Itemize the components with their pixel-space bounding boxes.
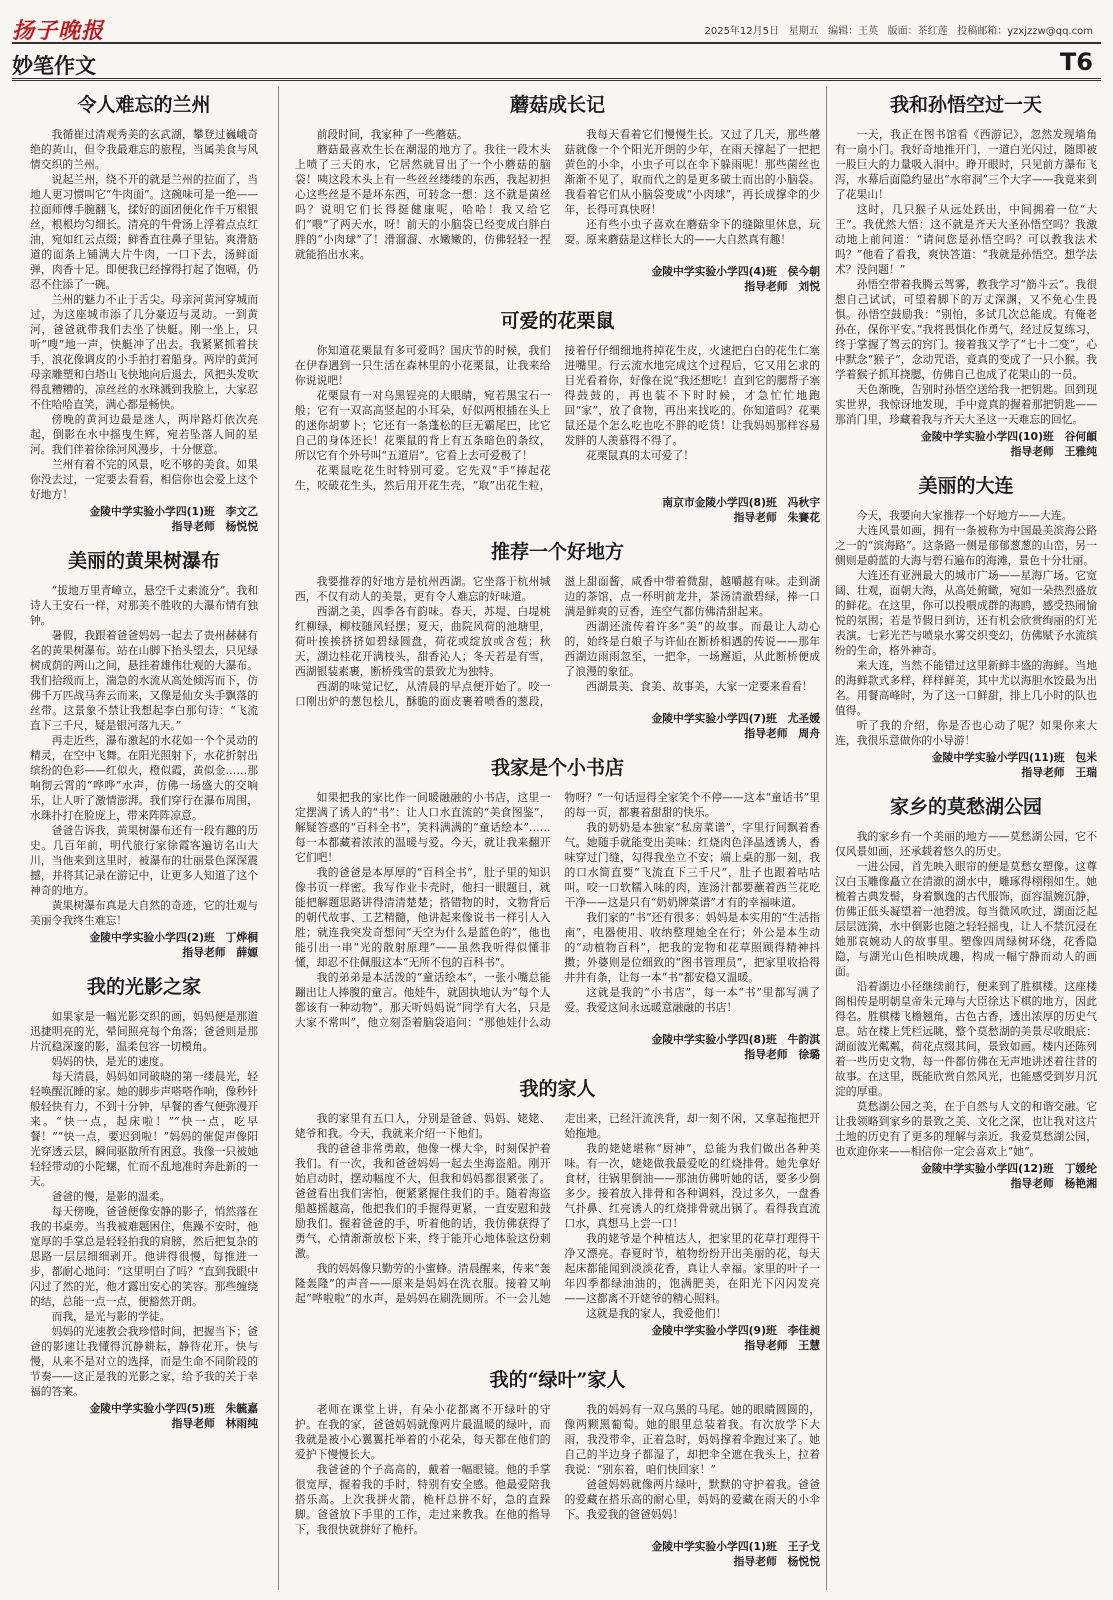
- article-paragraph: 爸爸妈妈就像两片绿叶，默默的守护着我。爸爸的爱藏在搭乐高的耐心里，妈妈的爱藏在雨天的小伞下。我爱我的爸爸妈妈！: [564, 1478, 820, 1521]
- article-body: [30, 1009, 258, 1399]
- article-paragraph: 来大连，当然不能错过这里新鲜丰盛的海鲜。当地的海鲜款式多样，样样鲜美，其中尤以海胆水饺最为出名。用餐高峰时，为了这一口鲜甜，排上几小时的队也值得。: [835, 659, 1097, 717]
- article-title: 蘑菇成长记: [509, 94, 605, 116]
- article-paragraph: 一天，我正在图书馆看《西游记》，忽然发现墙角有一扇小门。我好奇地推开门，一道白光闪过，随即被一股巨大的力量吸入洞中。睁开眼时，只见前方瀑布飞泻，水幕后面隐约显出“水帘洞”三个大字——我竟来到了花果山！: [835, 128, 1097, 201]
- article-paragraph: 我的爸爸是本厚厚的“百科全书”，肚子里的知识像书页一样密。我写作业卡壳时，他扫一眼题目，就能把解题思路讲得清清楚楚；搭错物的时，文物背后的朝代故事、工艺精髓，他讲起来像说书一样引人入胜；就连我突发奇想问“天空为什么是蓝色的”，他也能引出一串“光的散射原理”——虽然我听得似懂非懂，却忍不住佩服这本“无所不包的百科书”。: [295, 866, 551, 969]
- article-paragraph: 花栗鼠真的太可爱了！: [586, 449, 695, 462]
- article-title: 可爱的花栗鼠: [500, 310, 615, 332]
- section-header: [12, 46, 1101, 81]
- author-school: 金陵中学实验小学四(12)班 丁媛纶: [920, 1162, 1097, 1175]
- article-paragraph: 妈妈的光速教会我珍惜时间，把握当下；爸爸的影速让我懂得沉静耕耘，静待花开。快与慢，从来不是对立的选择，而是生命不同阶段的节奏——这正是我的光影之家，给予我的关于幸福的答案。: [30, 1325, 258, 1398]
- column-left: [30, 86, 258, 1592]
- article-paragraph: 我要推荐的好地方是杭州西湖。它坐落于杭州城西，不仅有动人的美景，更有令人难忘的好味道。: [295, 575, 551, 603]
- article-paragraph: 而我，是光与影的学徒。: [51, 1310, 171, 1323]
- article-paragraph: 暑假，我跟着爸爸妈妈一起去了贵州赫赫有名的黄果树瀑布。站在山脚下抬头望去，只见绿树成荫的两山之间，悬挂着雄伟壮观的大瀑布。我们拾级而上，湍急的水流从高处倾泻而下，仿佛千万匹战马奔云而来，又像是仙女头手飘落的丝带。这景象不禁让我想起李白那句诗：“飞流直下三千尺，疑是银河落九天。”: [30, 629, 258, 732]
- article-byline: [835, 750, 1097, 780]
- article-paragraph: 我循崔过清观秀美的玄武湖，攀登过巍峨奇绝的黄山，但令我最难忘的旅程，当属美食与风情交织的兰州。: [30, 128, 258, 171]
- instructor: 指导老师 徐璐: [744, 1048, 820, 1061]
- article-byline: [295, 1323, 820, 1353]
- article-paragraph: 我的妈妈像只勤劳的小蜜蜂。清晨醒来，传来“轰隆轰隆”的声音——原来是妈妈在洗衣服。接着又响起“哗啦啦”的水声，是妈妈在刷洗厕所。不一会儿她走出来，已经汗流浃背，却一刻不闲，又拿起拖把开始拖地。: [295, 1112, 820, 1305]
- author-school: 金陵中学实验小学四(8)班 牛韵淇: [651, 1033, 820, 1046]
- article-paragraph: 我的姥爷是个种植达人，把家里的花草打理得干净又漂亮。春夏时节，植物纷纷开出美丽的花，每天起床都能闻到淡淡花香，真让人幸福。家里的叶子一年四季都绿油油的，饱满肥美，在阳光下闪闪发亮——这都离不开姥爷的精心照料。: [564, 1232, 820, 1305]
- article-paragraph: 我每天看着它们慢慢生长。又过了几天，那些蘑菇就像一个个阳光开朗的少年，在雨天撑起了一把把黄色的小伞，小虫子可以在伞下躲雨呢！那些菌丝也渐渐不见了，取而代之的是更多破土而出的小脑袋。我看着它们从小脑袋变成“小肉球”，再长成撑伞的少年，长得可真快呀！: [564, 128, 820, 216]
- article-paragraph: 说起兰州，绕不开的就是兰州的拉面了，当地人更习惯叫它“牛肉面”。这碗味可是一绝——拉面师傅手腕翻飞，揉好的面团便化作千万根银丝，根根均匀细长。清亮的牛骨汤上浮着点点红油，宛如红云点缀；鲜香直往鼻子里钻。爽滑筋道的面条上铺满大片牛肉，一口下去，汤鲜面弹，肉香十足。即便我已经撑得打起了饱嗝，仍忍不住添了一碗。: [30, 173, 258, 291]
- article-paragraph: 我的奶奶是本独家“私房菜谱”，字里行间飘着香气。她随手就能变出美味：红烧肉色泽晶透诱人，香味穿过门缝，勾得我坐立不安；端上桌的那一刻，我的口水简直要“飞流直下三千尺”，肚子也跟着咕咕叫。咬一口软糯入味的肉，连汤汁都要蘸着西兰花吃干净——这是只有“奶奶牌菜谱”才有的幸福味道。: [564, 821, 820, 909]
- column-right: [835, 86, 1097, 1592]
- article-paragraph: 傍晚的黄河边最是迷人，两岸路灯依次亮起，倒影在水中摇曳生辉，宛若坠落人间的星河。我们伴着徐徐河风漫步，十分惬意。: [30, 413, 258, 456]
- article: [295, 537, 820, 741]
- issue-date: 2025年12月5日: [704, 26, 780, 37]
- article-paragraph: 这就是我的“小书店”，每一本“书”里都写满了爱。我爱这间永远暖意融融的书店！: [564, 986, 820, 1014]
- article-paragraph: 爸爸告诉我，黄果树瀑布还有一段有趣的历史。几百年前，明代旅行家徐霞客遍访名山大川，当他来到这里时，被瀑布的壮丽景色深深震撼，并将其记录在游记中，让更多人知道了这个神奇的地方。: [30, 824, 258, 897]
- instructor: 指导老师 薛嫄: [182, 946, 258, 959]
- article-paragraph: 今天，我要向大家推荐一个好地方——大连。: [856, 509, 1073, 522]
- article-body: [30, 583, 258, 928]
- article-paragraph: 沿着湖边小径继续前行，便来到了胜棋楼。这座楼阁相传是明朝皇帝朱元璋与大臣徐达下棋的地方，因此得名。胜棋楼飞檐翘角，古色古香，透出浓厚的历史气息。站在楼上凭栏远眺，整个莫愁湖的美景尽收眼底：湖面波光粼粼，荷花点缀其间，景致如画。楼内还陈列着一些历史文物，每一件都仿佛在无声地讲述着往昔的故事。在这里，既能欣赏自然风光，也能感受到岁月沉淀的厚重。: [835, 980, 1097, 1098]
- article-byline: [295, 264, 820, 294]
- author-school: 金陵中学实验小学四(5)班 朱毓嘉: [89, 1402, 258, 1415]
- article-paragraph: 这就是我的家人，我爱他们！: [586, 1307, 727, 1320]
- article-byline: [295, 711, 820, 741]
- article-body: [295, 343, 820, 493]
- issue-email: 投稿邮箱：yzxjzzw@qq.com: [957, 26, 1093, 37]
- page-number: T6: [1059, 48, 1093, 76]
- article-paragraph: 孙悟空带着我腾云驾雾，教我学习“筋斗云”。我很想自己试试，可望着脚下的万丈深渊，又不免心生畏惧。孙悟空鼓励我：“别怕，多试几次总能成。有俺老孙在，保你平安。”我将畏惧化作勇气，经过反复练习，终于掌握了驾云的窍门。接着我又学了“七十二变”，心中默念“猴子”，念动咒语，竟真的变成了一只小猴。我学着猴子抓耳挠腮，仿佛自己也成了花果山的一员。: [835, 278, 1097, 381]
- article-paragraph: 你知道花栗鼠有多可爱吗？国庆节的时候，我们在伊春遇到一只生活在森林里的小花栗鼠，让我来给你说说吧！: [295, 344, 551, 387]
- article: [295, 753, 820, 1062]
- article-paragraph: 西湖之美，四季各有韵味。春天，苏堤、白堤桃红柳绿，柳枝随风轻摆；夏天，曲院风荷的池塘里，荷叶挨挨挤挤如碧绿圆盘，荷花或绽放或含苞；秋天，湖边桂花开满枝头，甜香沁人；冬天若是有雪，西湖银装素裹，断桥残雪的景致尤为独特。: [295, 605, 551, 678]
- article-byline: [295, 1032, 820, 1062]
- article-paragraph: 再走近些，瀑布激起的水花如一个个灵动的精灵，在空中飞舞。在阳光照射下，水花折射出缤纷的色彩——红似火，橙似霞，黄似金……那响彻云霄的“哗哗”水声，仿佛一场盛大的交响乐，让人听了激情澎湃。我们穿行在瀑布周围，水珠扑打在脸庞上，带来阵阵凉意。: [30, 734, 258, 822]
- article-paragraph: 妈妈的快，是光的速度。: [51, 1055, 171, 1068]
- article-byline: [30, 930, 258, 960]
- article-paragraph: 兰州有着不完的风景，吃不够的美食。如果你没去过，一定要去看看，相信你也会爱上这个好地方！: [30, 458, 258, 501]
- instructor: 指导老师 王雅纯: [1010, 445, 1097, 458]
- article: [295, 90, 820, 294]
- article-paragraph: 我的家乡有一个美丽的地方——莫愁湖公园，它不仅风景如画，还承载着悠久的历史。: [835, 830, 1097, 858]
- instructor: 指导老师 杨悦悦: [171, 520, 258, 533]
- article-title: 推荐一个好地方: [490, 541, 624, 563]
- article-paragraph: 我爸爸的个子高高的，戴着一幅眼镜。他的手掌很宽厚，握着我的手时，特别有安全感。他最爱陪我搭乐高。上次我拼火箭，桅杆总拼不好，急的直跺脚。爸爸放下手里的工作，走过来教我。在他的指导下，我很快就拼好了桅杆。: [295, 1463, 551, 1536]
- article-title: 令人难忘的兰州: [77, 94, 211, 116]
- author-school: 金陵中学实验小学四(7)班 尤圣媛: [651, 712, 820, 725]
- article-body: [835, 127, 1097, 427]
- article-body: [835, 508, 1097, 748]
- article: [295, 1074, 820, 1353]
- issue-editor: 编辑：王英: [828, 26, 879, 37]
- article-body: [295, 1111, 820, 1321]
- article: [835, 90, 1097, 459]
- article-byline: [295, 1539, 820, 1569]
- article-paragraph: 老师在课堂上讲，有朵小花都离不开绿叶的守护。在我的家，爸爸妈妈就像两片最温暖的绿叶，而我就是被小心翼翼托举着的小花朵，每天都在他们的爱护下慢慢长大。: [295, 1403, 551, 1461]
- article-paragraph: “拔地万里青嶂立，悬空千丈素流分”。我和诗人王安石一样，对那美不胜收的大瀑布情有独钟。: [30, 584, 258, 627]
- instructor: 指导老师 杨悦悦: [733, 1555, 820, 1568]
- article-paragraph: 如果把我的家比作一间暖融融的小书店，这里一定摆满了诱人的“书”：让人口水直流的“美食图鉴”，解疑答惑的“百科全书”，笑料满满的“童话绘本”……每一本都藏着浓浓的温暖与爱。今天，就让我来翻开它们吧！: [295, 791, 551, 864]
- article-paragraph: 我们家的“书”还有很多：妈妈是本实用的“生活指南”，电器使用、收纳整理她全在行；外公是本生动的“动植物百科”，把我的宠物和花草照顾得精神抖擞；外婆则是位细致的“图书管理员”，把家里收拾得井井有条，让每一本“书”都安稳又温暖。: [564, 911, 820, 984]
- article-paragraph: 我的姥姥堪称“厨神”，总能为我们做出各种美味。有一次，姥姥做我最爱吃的红烧排骨。她先拿好食材，往锅里倒油——那油仿佛听她的话，要多少倒多少。接着放入排骨和各种调料，没过多久，一盘香气扑鼻、红亮诱人的红烧排骨就出锅了。看得我直流口水，真想马上尝一口！: [564, 1142, 820, 1230]
- article-paragraph: 前段时间，我家种了一些蘑菇。: [316, 128, 468, 141]
- article-title: 我和孙悟空过一天: [889, 94, 1042, 116]
- article-byline: [835, 1161, 1097, 1191]
- article-title: 我的光影之家: [86, 976, 201, 998]
- author-school: 金陵中学实验小学四(1)班 王子戈: [651, 1540, 820, 1553]
- instructor: 指导老师 王慧: [744, 1339, 820, 1352]
- instructor: 指导老师 杨艳湘: [1010, 1177, 1097, 1190]
- article-paragraph: 这时，几只猴子从远处跃出，中间拥着一位“大王”。我优然大悟：这不就是齐天大圣孙悟空吗？我激动地上前问道：“请问您是孙悟空吗？可以教我法术吗？”他看了看我，爽快答道：“我就是孙悟空。想学法术？没问题！”: [835, 203, 1097, 276]
- author-school: 金陵中学实验小学四(10)班 谷何頔: [920, 430, 1097, 443]
- column-divider: [826, 86, 827, 1590]
- instructor: 指导老师 林雨纯: [171, 1417, 258, 1430]
- article-byline: [30, 1401, 258, 1431]
- instructor: 指导老师 朱賽花: [733, 511, 820, 524]
- issue-meta: [704, 22, 1093, 37]
- article-title: 我的“绿叶”家人: [489, 1369, 626, 1391]
- column-middle: [295, 86, 820, 1592]
- author-school: 金陵中学实验小学四(1)班 李文乙: [89, 505, 258, 518]
- article-paragraph: 西湖景美、食美、故事美，大家一定要来看看！: [586, 680, 813, 693]
- article-paragraph: 如果家是一幅光影交织的画，妈妈便是那道迅捷明亮的光，晕间照亮每个角落；爸爸则是那片沉稳深邃的影，温柔包容一切模角。: [30, 1010, 258, 1053]
- article-paragraph: 天色渐晚，告别时孙悟空送给我一把钥匙。回到现实世界，我惊讶地发现，手中竟真的握着那把钥匙——那消门里，珍藏着我与齐天大圣这一天难忘的回忆。: [835, 383, 1097, 426]
- article-paragraph: 莫愁湖公园之美，在于自然与人文的和谐交融。它让我领略到家乡的景致之美、文化之深，也让我对这片土地的历史有了更多的理解与亲近。我爱莫愁湖公园，也欢迎你来——相信你一定会喜欢上“她”。: [835, 1100, 1097, 1158]
- article-title: 美丽的大连: [918, 475, 1014, 497]
- article: [295, 306, 820, 525]
- article-body: [295, 127, 820, 262]
- article: [295, 1365, 820, 1569]
- issue-layout: 版面：茶红莲: [887, 26, 948, 37]
- article-paragraph: 我的弟弟是本活泼的“童话绘本”，一张小嘴总能蹦出让人捧腹的童言。他娃牛，就固执地认为“每个人都该有一种动物”。那天听妈妈说“同学有大名，只是大家不常叫”，他立刻歪着脑袋追问：“那他娃什么动物呀？”一句话逗得全家笑个不停——这本“童话书”里的每一页，都裹着甜甜的快乐。: [295, 791, 820, 1029]
- article: [30, 90, 258, 534]
- article-paragraph: 花栗鼠有一对乌黑锃亮的大眼睛，宛若黑宝石一般；它有一双高高竖起的小耳朵，好似两根插在头上的迷你胡萝卜；它还有一条蓬松的巨无霸尾巴，比它自己的身体还长！花栗鼠的背上有五条暗色的条纹，所以它有个外号叫“五道眉”。它看上去可爱极了！: [295, 389, 551, 462]
- instructor: 指导老师 王瑞: [1021, 766, 1097, 779]
- article-paragraph: 我的妈妈有一双乌黑的马尾。她的眼睛圆圆的，像两颗黑葡萄。她的眼里总装着我。有次放学下大雨，我没带伞，正着急时，妈妈撑着伞跑过来了。她自己的半边身子都湿了，却把伞全遮在我头上，拉着我说：“别东着，咱们快回家！”: [564, 1403, 820, 1476]
- article-paragraph: 花栗鼠吃花生时特别可爱。它先双“手”捧起花生，咬破花生头，然后用开花生壳，“取”出花生粒，接着仔仔细细地将掉花生皮，火速把白白的花生仁塞进嘴里。行云流水地完成这个过程后，它又用乞求的目光看着你，好像在说“我还想吃！直到它的腮帮子塞得鼓鼓的，再也装不下时时候，才急忙忙地跑回“家”，放了食物，再出来找吃的。你知道吗？花栗鼠还是个怎么吃也吃不胖的吃货！让我妈妈那样容易发胖的人羡慕得不得了。: [295, 344, 820, 492]
- article-paragraph: 大连还有亚洲最大的城市广场——星海广场。它宽阔、壮观，面朝大海，从高处俯瞰，宛如一朵热烈盛放的鲜花。在这里，你可以投喂成群的海鸥，感受热闹愉悦的氛围；若是节假日到访，还有机会欣赏绚丽的灯光表演。七彩光芒与喷泉水雾交织变幻，仿佛赋予水流缤纷的生命，格外神奇。: [835, 569, 1097, 657]
- article-paragraph: 西湖的味觉记忆，从清晨的早点便开始了。咬一口刚出炉的葱包桧儿，酥脆的面皮裹着喷香的葱段，滋上甜面酱，咸香中带着微甜，越嚼越有味。走到湖边的茶馆，点一杯明前龙井，茶汤清澈碧绿，捧一口满是鲜爽的豆香，连空气都仿佛清甜起来。: [295, 575, 820, 708]
- article-paragraph: 每天清晨，妈妈如同破晓的第一缕晨光，轻轻唤醒沉睡的家。她的脚步声嗒嗒作响，像秒针般轻快有力，不到十分钟，早餐的香气便弥漫开来。“快一点，起床啦！”“快一点，吃早餐！”“快一点，要迟到啦！”妈妈的催促声像阳光穿透云层，瞬间驱散所有困意。我像一只被她轻轻带动的小陀螺，忙而不乱地准时奔赴新的一天。: [30, 1070, 258, 1188]
- article-body: [295, 574, 820, 709]
- masthead: [12, 14, 1101, 44]
- article-body: [295, 1402, 820, 1537]
- issue-weekday: 星期五: [788, 26, 819, 37]
- instructor: 指导老师 刘悦: [744, 280, 820, 293]
- section-title: 妙笔作文: [12, 53, 96, 78]
- author-school: 金陵中学实验小学四(11)班 包米: [931, 751, 1097, 764]
- article-title: 美丽的黄果树瀑布: [67, 550, 220, 572]
- article-paragraph: 一进公园，首先映入眼帘的便是莫愁女塑像。这尊汉白玉雕像矗立在清澈的湖水中，雕琢得栩栩如生。她梳着古典发髻，身着飘逸的古代服饰，面容温婉沉静，仿佛正低头凝望着一池碧波。每当微风吹过，湖面泛起层层涟漪，水中倒影也随之轻轻摇曳，让人不禁沉浸在她那哀婉动人的故事里。塑像四周绿树环绕，花香隐隐，与湖光山色相映成趣，构成一幅宁静而动人的画面。: [835, 860, 1097, 978]
- article: [835, 792, 1097, 1191]
- article-body: [835, 829, 1097, 1159]
- article-paragraph: 爸爸的慢，是影的温柔。: [51, 1190, 171, 1203]
- article: [835, 471, 1097, 780]
- article: [30, 972, 258, 1431]
- article-title: 我家是个小书店: [490, 757, 624, 779]
- article-title: 我的家人: [519, 1078, 596, 1100]
- article-paragraph: 蘑菇最喜欢生长在潮湿的地方了。我往一段木头上喷了三天的水，它居然就冒出了一个小蘑菇的脑袋！咦这段木头上有一些丝丝缕缕的东西，我起初担心这些丝是不是坏东西，可转念一想：这不就是菌丝吗？说明它们长得挺健康呢，哈哈！我又给它们“喂”了两天水，呀！前天的小脑袋已经变成白胖白胖的“小肉球”了！滑溜溜、水嫩嫩的，仿佛轻轻一捏就能掐出水来。: [295, 143, 551, 261]
- author-school: 金陵中学实验小学四(4)班 侯今朝: [651, 265, 820, 278]
- article-paragraph: 听了我的介绍，你是否也心动了呢？如果你来大连，我很乐意做你的小导游！: [835, 719, 1097, 747]
- article-paragraph: 我的爸爸非常勇敢，他像一棵大伞，时刻保护着我们。有一次，我和爸爸妈妈一起去坐海盗船。刚开始启动时，摆动幅度不大，但我和妈妈都很紧张了。爸爸看出我们害怕，便紧紧握住我们的手。随着海盗船越摇越高，他把我们的手握得更紧，一直安慰和鼓励我们。握着爸爸的手，听着他的话，我仿佛获得了勇气，心情渐渐放松下来，终于能开心地体验这份刺激。: [295, 1142, 551, 1260]
- article-byline: [835, 429, 1097, 459]
- article-paragraph: 黄果树瀑布真是大自然的奇迹，它的壮观与美丽令我终生难忘！: [30, 899, 258, 927]
- article: [30, 546, 258, 960]
- author-school: 南京市金陵小学四(8)班 冯秋宇: [662, 496, 820, 509]
- article-byline: [295, 495, 820, 525]
- author-school: 金陵中学实验小学四(2)班 丁烨桐: [89, 931, 258, 944]
- author-school: 金陵中学实验小学四(9)班 李佳昶: [651, 1324, 820, 1337]
- instructor: 指导老师 周舟: [744, 727, 820, 740]
- article-title: 家乡的莫愁湖公园: [889, 796, 1042, 818]
- article-byline: [30, 504, 258, 534]
- article-body: [30, 127, 258, 502]
- article-paragraph: 每天傍晚，爸爸便像安静的影子，悄然落在我的书桌旁。当我被难题困住，焦躁不安时，他宽厚的手掌总是轻轻拍我的肩膀，然后把复杂的思路一层层细细剥开。他讲得很慢，每推进一步，都耐心地问：“这里明白了吗？”直到我眼中闪过了然的光，他才露出安心的笑容。那些缠绕的结，总能一点一点，便豁然开朗。: [30, 1205, 258, 1308]
- article-body: [295, 790, 820, 1030]
- column-divider: [278, 86, 279, 1590]
- article-paragraph: 兰州的魅力不止于舌尖。母亲河黄河穿城而过，为这座城市添了几分豪迈与灵动。一到黄河，爸爸就带我们去坐了快艇。刚一坐上，只听“嗖”地一声，快艇冲了出去。我紧紧抓着扶手，浪花像调皮的小手拍打着船身。两岸的黄河母亲雕塑和白塔山飞快地向后退去，风把头发吹得乱糟糟的，凉丝丝的水珠溅到我脸上，大家忍不住哈哈直笑，满心都是畅快。: [30, 293, 258, 411]
- newspaper-logo: 扬子晚报: [12, 18, 105, 44]
- article-paragraph: 大连风景如画，拥有一条被称为中国最美滨海公路之一的“滨海路”。这条路一侧是郁郁葱葱的山峦，另一侧则是蔚蓝的大海与碧石遍布的海滩，景色十分壮丽。: [835, 524, 1097, 567]
- article-paragraph: 还有些小虫子喜欢在蘑菇伞下的缝隙里休息，玩耍。原来蘑菇是这样长大的——大自然真有趣！: [564, 218, 820, 246]
- article-paragraph: 西湖还流传着许多“美”的故事。而最让人动心的，始终是白娘子与许仙在断桥相遇的传说——那年西湖边雨雨忽至，一把伞，一场邂逅，从此断桥便成了浪漫的象征。: [564, 620, 820, 678]
- article-paragraph: 我的家里有五口人，分别是爸爸、妈妈、姥姥、姥爷和我。今天，我就来介绍一下他们。: [295, 1112, 551, 1140]
